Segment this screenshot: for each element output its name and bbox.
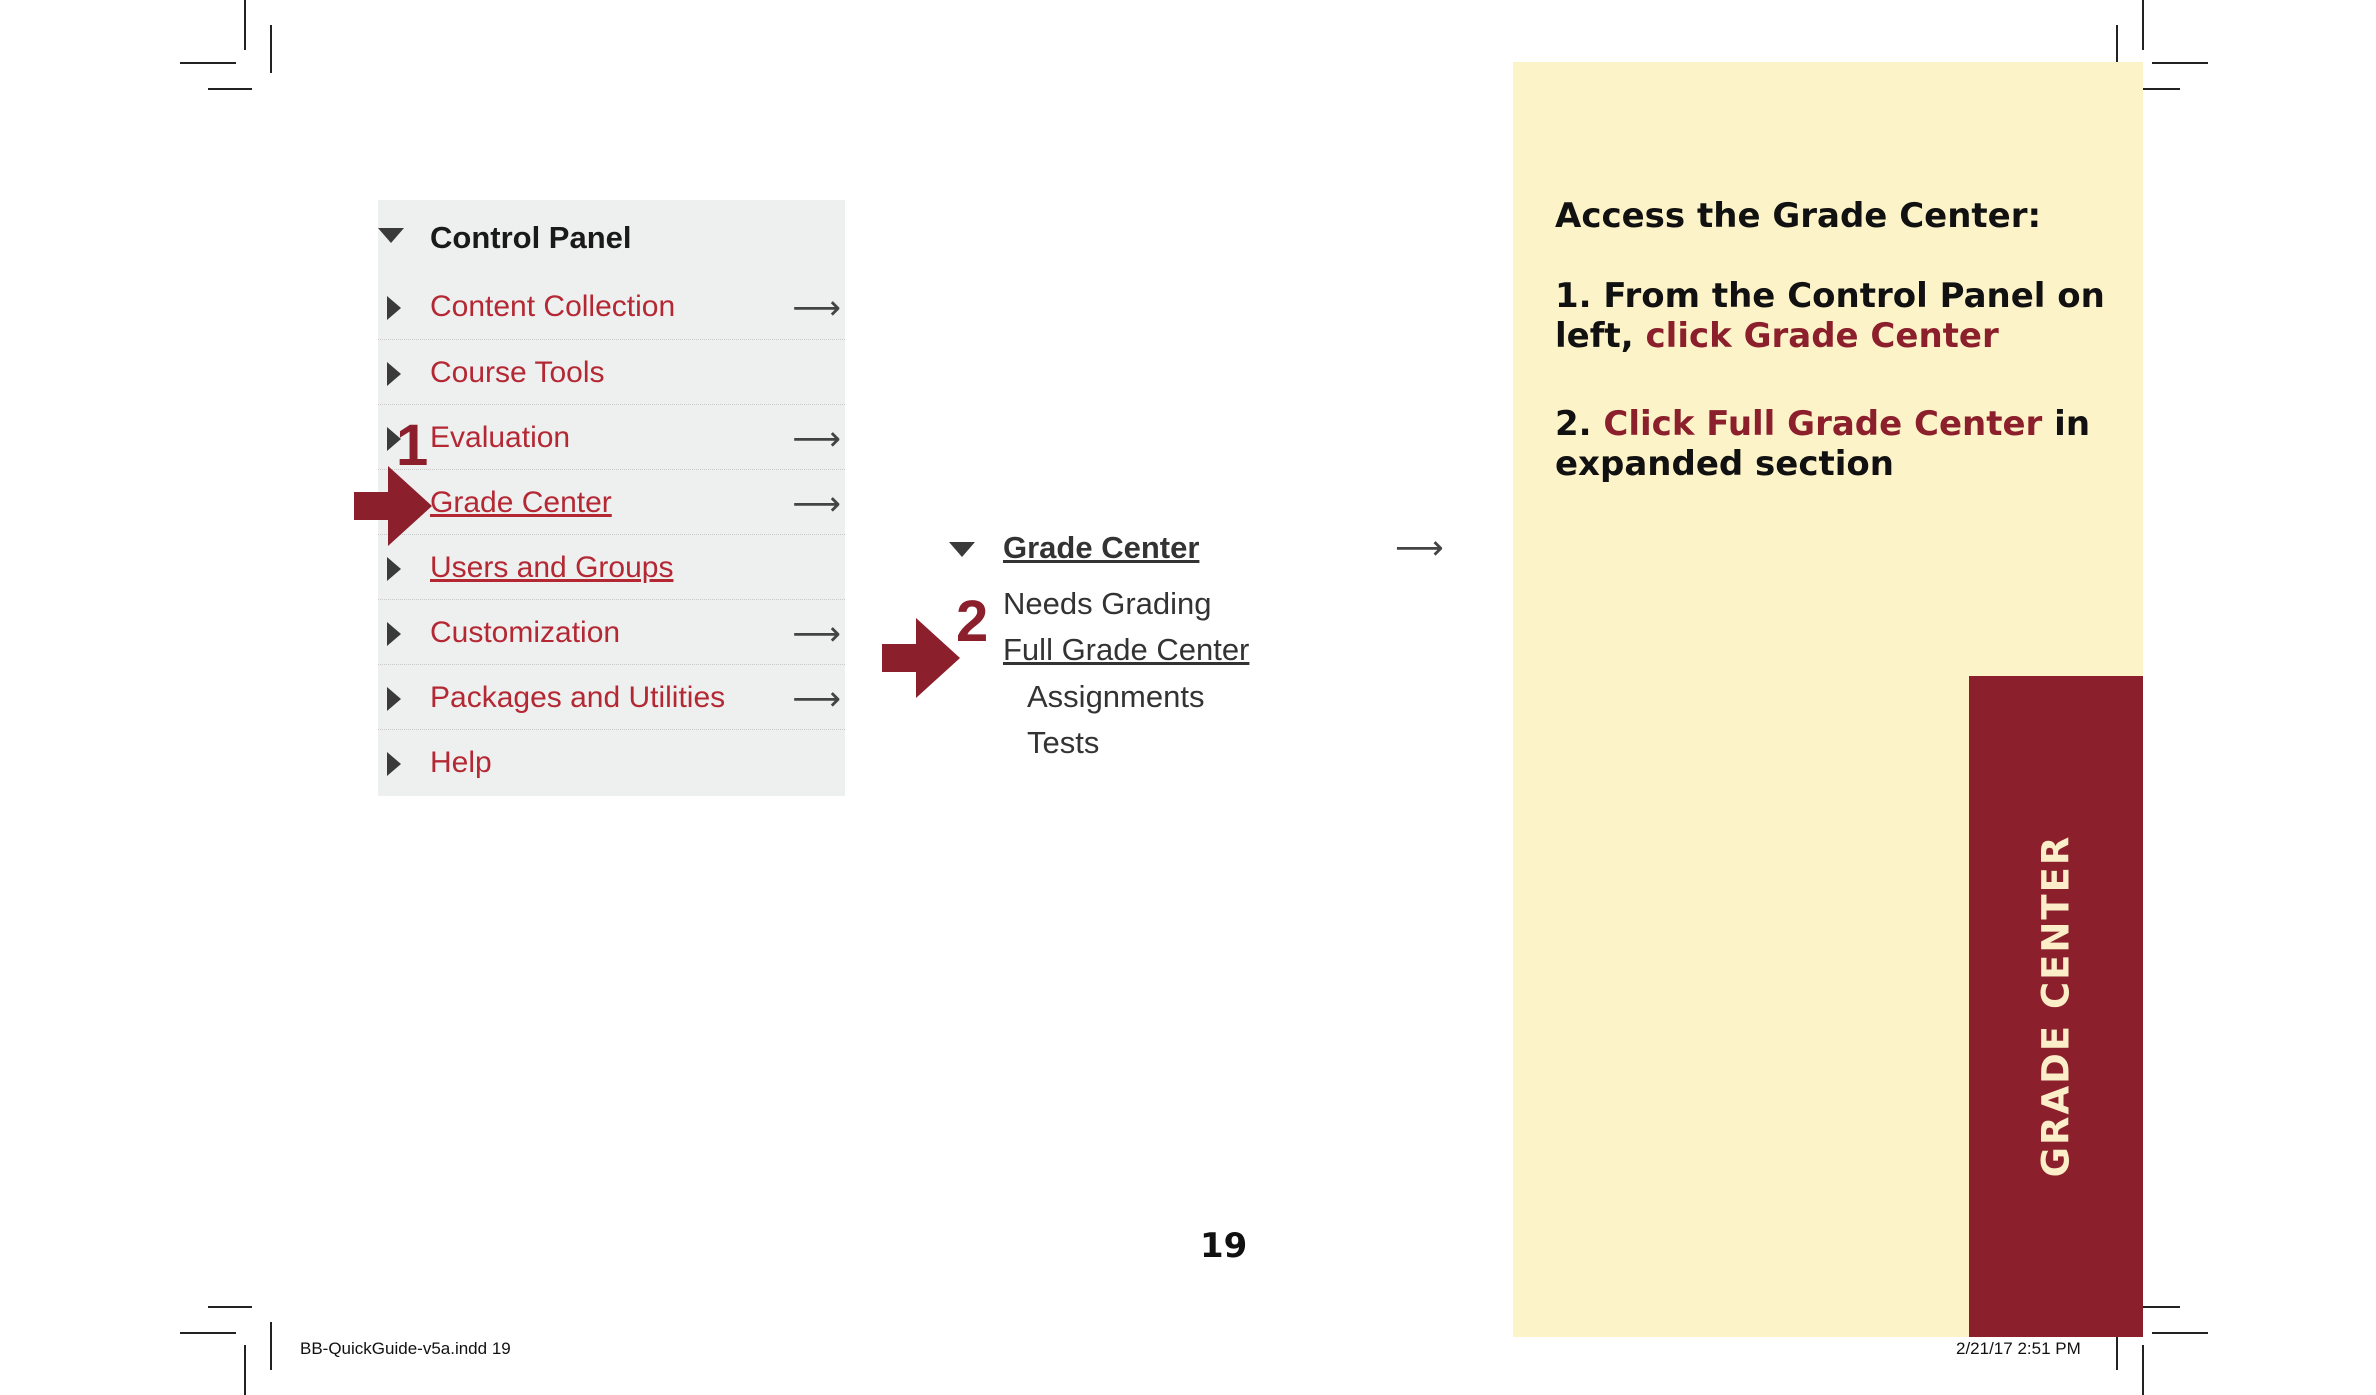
menu-item-label: Content Collection (430, 290, 676, 323)
instruction-step-1 (1555, 276, 2115, 356)
menu-item-label: Help (430, 746, 492, 779)
step-1-arrow-icon (354, 466, 432, 546)
menu-item-grade-center[interactable] (378, 469, 845, 535)
expand-triangle-icon (387, 622, 401, 646)
crop-mark (270, 1322, 272, 1370)
arrow-right-icon: ⟶ (792, 614, 841, 654)
menu-item-label: Packages and Utilities (430, 681, 726, 714)
grade-center-expanded-menu (945, 528, 1465, 778)
control-panel-header[interactable] (378, 200, 845, 274)
crop-mark (208, 1306, 252, 1308)
instruction-step-2 (1555, 404, 2115, 484)
crop-mark (208, 88, 252, 90)
step-2-suffix: in expanded section (1555, 404, 2091, 484)
collapse-triangle-icon (378, 228, 404, 243)
expand-triangle-icon (387, 296, 401, 320)
menu-item-label: Grade Center (430, 486, 612, 519)
crop-mark (244, 1345, 246, 1395)
arrow-right-icon: ⟶ (1395, 528, 1444, 568)
crop-mark (2152, 1332, 2208, 1334)
menu-item-label: Customization (430, 616, 621, 649)
menu-item-label: Course Tools (430, 356, 605, 389)
menu-item-customization[interactable] (378, 599, 845, 665)
needs-grading-link[interactable]: Needs Grading (1003, 586, 1212, 621)
crop-mark (270, 25, 272, 73)
menu-item-help[interactable] (378, 729, 845, 795)
step-1-text: 1. From the Control Panel on left, (1555, 276, 2105, 356)
expand-triangle-icon (387, 557, 401, 581)
expand-triangle-icon (387, 687, 401, 711)
expand-triangle-icon (387, 752, 401, 776)
control-panel-title: Control Panel (430, 220, 632, 255)
collapse-triangle-icon (949, 542, 975, 557)
page-number: 19 (1200, 1226, 1248, 1266)
step-1-number: 1 (396, 413, 429, 478)
arrow-right-icon: ⟶ (792, 288, 841, 328)
section-tab (1969, 676, 2143, 1337)
crop-mark (244, 0, 246, 50)
tests-link[interactable]: Tests (1027, 725, 1100, 760)
arrow-right-icon: ⟶ (792, 419, 841, 459)
crop-mark (180, 62, 236, 64)
arrow-right-icon: ⟶ (792, 679, 841, 719)
slug-timestamp: 2/21/17 2:51 PM (1956, 1339, 2081, 1358)
menu-item-course-tools[interactable] (378, 339, 845, 405)
step-2-highlight: Click Full Grade Center (1603, 404, 2043, 444)
slug-filename: BB-QuickGuide-v5a.indd 19 (300, 1339, 511, 1358)
grade-center-title[interactable]: Grade Center (1003, 530, 1200, 565)
crop-mark (180, 1332, 236, 1334)
menu-item-label: Users and Groups (430, 551, 674, 584)
section-tab-label: GRADE CENTER (2034, 834, 2078, 1178)
menu-item-users-and-groups[interactable] (378, 534, 845, 600)
step-2-text: 2. (1555, 404, 1604, 444)
crop-mark (2142, 0, 2144, 50)
menu-item-packages-and-utilities[interactable] (378, 664, 845, 730)
menu-item-label: Evaluation (430, 421, 571, 454)
menu-item-content-collection[interactable] (378, 274, 845, 339)
arrow-right-icon: ⟶ (792, 484, 841, 524)
instruction-panel (1513, 62, 2143, 1337)
step-2-number: 2 (956, 589, 989, 654)
expand-triangle-icon (387, 362, 401, 386)
step-1-highlight: click Grade Center (1645, 316, 1999, 356)
menu-item-evaluation[interactable] (378, 404, 845, 470)
instruction-heading: Access the Grade Center: (1555, 196, 2042, 236)
assignments-link[interactable]: Assignments (1027, 679, 1205, 714)
full-grade-center-link[interactable]: Full Grade Center (1003, 632, 1250, 667)
crop-mark (2142, 1345, 2144, 1395)
control-panel (378, 200, 845, 796)
crop-mark (2152, 62, 2208, 64)
